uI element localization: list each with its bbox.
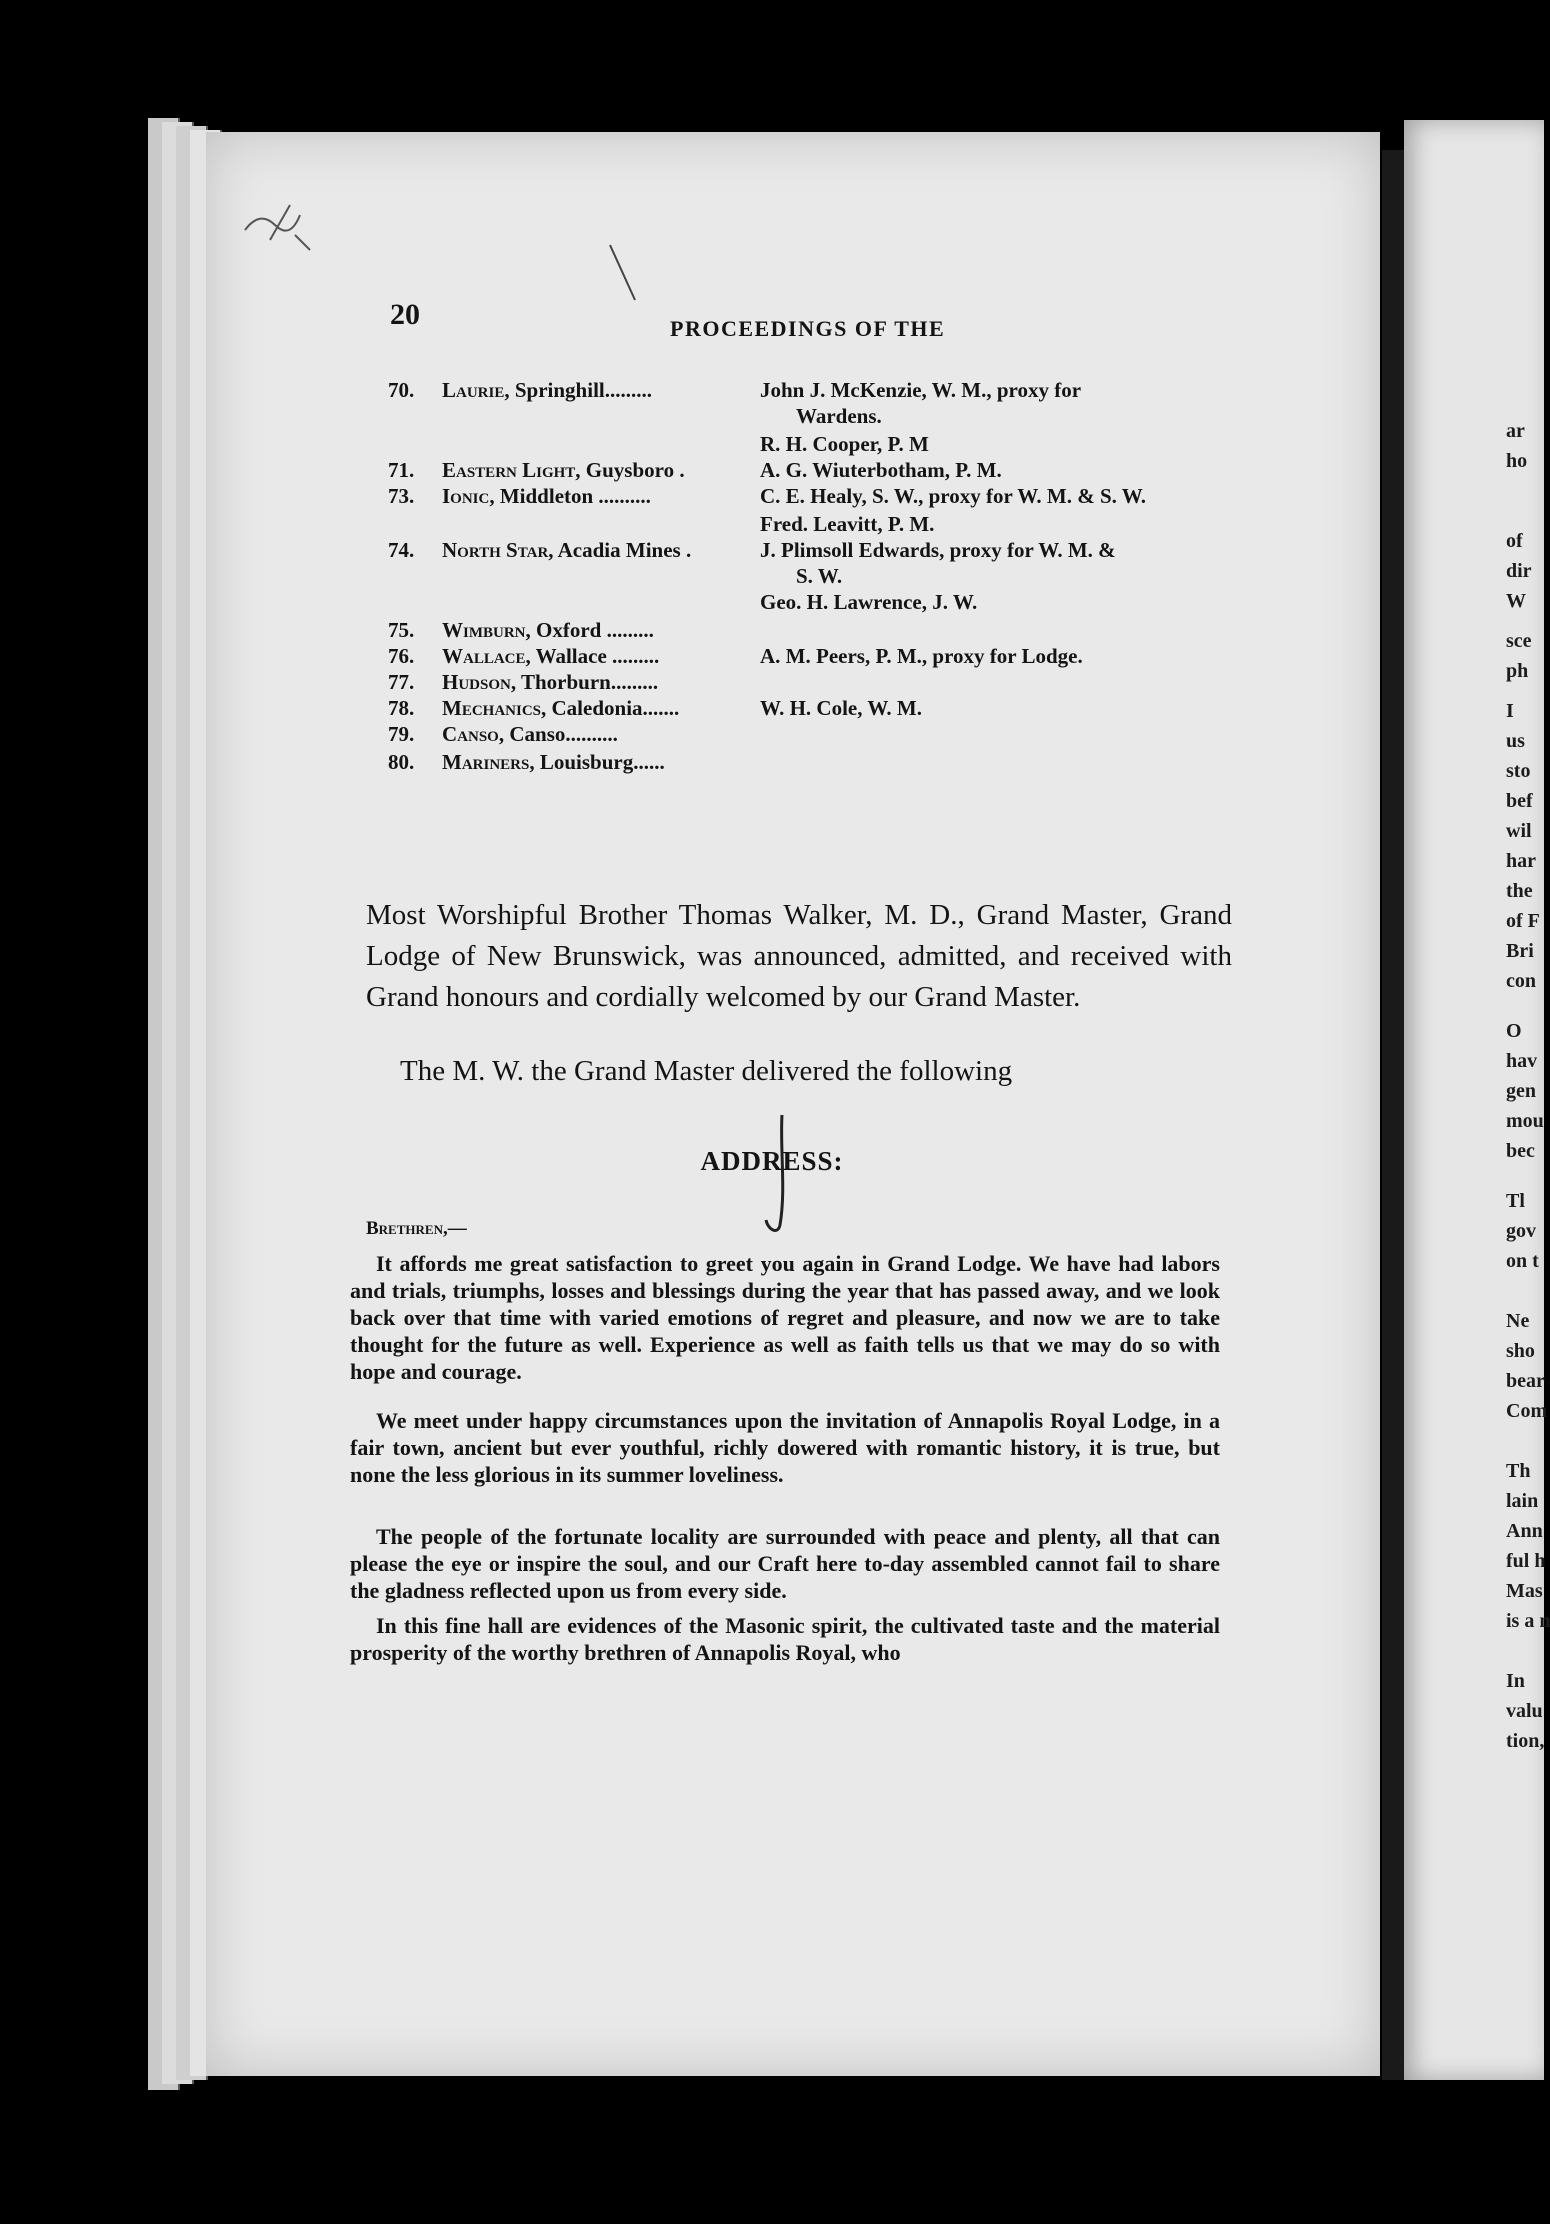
lodge-place: , Louisburg......	[529, 750, 665, 774]
pencil-mark	[750, 1110, 810, 1240]
facing-page-fragment: sto	[1506, 760, 1531, 782]
facing-page-fragment: ful h	[1506, 1550, 1546, 1572]
facing-page-fragment: Th	[1506, 1460, 1531, 1482]
lodge-place: , Guysboro .	[575, 458, 685, 482]
lodge-number: 71.	[388, 458, 415, 482]
facing-page-fragment: hav	[1506, 1050, 1538, 1072]
facing-page-fragment: Bri	[1506, 940, 1534, 962]
lodge-name: Mariners	[442, 750, 530, 774]
roll-entry	[388, 458, 685, 483]
facing-page-fragment: of	[1506, 530, 1523, 552]
lodge-place: , Middleton ..........	[489, 484, 651, 508]
lodge-place: , Wallace .........	[525, 644, 660, 668]
lodge-number: 80.	[388, 750, 415, 774]
lodge-name: Ionic	[442, 484, 490, 508]
representative: C. E. Healy, S. W., proxy for W. M. & S. W.	[760, 484, 1147, 508]
facing-page-fragment: In	[1506, 1670, 1525, 1692]
lodge-name: Eastern Light	[442, 458, 576, 482]
lodge-number: 76.	[388, 644, 415, 668]
facing-page-fragment: tion,	[1506, 1730, 1545, 1752]
facing-page-fragment: on t	[1506, 1250, 1539, 1272]
facing-page-fragment: W	[1506, 590, 1526, 612]
facing-page-fragment: har	[1506, 850, 1536, 872]
address-paragraph-4: In this fine hall are evidences of the Masonic spirit, the cultivated taste and the material prosperity of the worthy brethren of Annapolis Royal, who	[350, 1613, 1220, 1665]
lodge-place: , Caledonia.......	[541, 696, 680, 720]
facing-page-fragment: sce	[1506, 630, 1532, 652]
representative: J. Plimsoll Edwards, proxy for W. M. &	[760, 538, 1116, 562]
facing-page-fragment: ho	[1506, 450, 1528, 472]
facing-page-fragment: bec	[1506, 1140, 1535, 1162]
lodge-name: Wimburn	[442, 618, 526, 642]
facing-page-fragment: sho	[1506, 1340, 1535, 1362]
lodge-name: North Star	[442, 538, 549, 562]
lodge-place: , Thorburn.........	[510, 670, 659, 694]
roll-entry	[388, 378, 652, 403]
lodge-place: , Springhill.........	[504, 378, 652, 402]
lodge-name: Laurie	[442, 378, 505, 402]
lodge-number: 74.	[388, 538, 415, 562]
representative: A. M. Peers, P. M., proxy for Lodge.	[760, 644, 1083, 668]
facing-page-fragment: mou	[1506, 1110, 1544, 1132]
lodge-number: 75.	[388, 618, 415, 642]
facing-page-fragment: con	[1506, 970, 1536, 992]
representative: W. H. Cole, W. M.	[760, 696, 922, 720]
lodge-name: Canso	[442, 722, 499, 746]
salutation: Brethren,—	[366, 1218, 467, 1239]
facing-page-fragment: Ann	[1506, 1520, 1543, 1542]
representative: Geo. H. Lawrence, J. W.	[760, 590, 978, 614]
facing-page-fragment: ph	[1506, 660, 1529, 682]
facing-page-fragment: Com	[1506, 1400, 1548, 1422]
roll-entry	[388, 696, 679, 721]
facing-page-fragment: us	[1506, 730, 1525, 752]
lodge-number: 79.	[388, 722, 415, 746]
roll-entry	[388, 538, 691, 563]
roll-entry	[388, 644, 659, 669]
facing-page-fragment: gen	[1506, 1080, 1536, 1102]
address-paragraph-1: It affords me great satisfaction to greet you again in Grand Lodge. We have had labors and trials, triumphs, losses and blessings during the year that has passed away, and we look back over that time with varied emotions of regret and pleasure, and now we are to take thought for the future as well. Experience as well as faith tells us that we may do so with hope and courage.	[350, 1251, 1220, 1384]
facing-page-fragment: the	[1506, 880, 1533, 902]
book-gutter	[1382, 150, 1404, 2080]
representative: Fred. Leavitt, P. M.	[760, 512, 935, 536]
roll-entry	[388, 750, 665, 775]
ink-tick	[600, 240, 660, 310]
facing-page-fragment: I	[1506, 700, 1514, 722]
lodge-number: 77.	[388, 670, 415, 694]
lodge-number: 70.	[388, 378, 415, 402]
facing-page-fragment: wil	[1506, 820, 1532, 842]
lodge-name: Hudson	[442, 670, 511, 694]
lodge-number: 78.	[388, 696, 415, 720]
ink-scribble	[240, 190, 320, 260]
facing-page-fragment: Ne	[1506, 1310, 1530, 1332]
facing-page-fragment: dir	[1506, 560, 1532, 582]
facing-page-fragment: of F	[1506, 910, 1540, 932]
roll-entry	[388, 670, 658, 695]
facing-page-fragment: bef	[1506, 790, 1533, 812]
representative: R. H. Cooper, P. M	[760, 432, 929, 456]
roll-entry	[388, 484, 651, 509]
address-paragraph-2: We meet under happy circumstances upon the invitation of Annapolis Royal Lodge, in a fair town, ancient but ever youthful, richly dowered with romantic history, it is true, but none the less glorious in its summer loveliness.	[350, 1408, 1220, 1487]
lodge-number: 73.	[388, 484, 415, 508]
representative: John J. McKenzie, W. M., proxy for	[760, 378, 1082, 402]
delivery-line: The M. W. the Grand Master delivered the following	[400, 1055, 1013, 1087]
representative: Wardens.	[796, 404, 882, 428]
roll-entry	[388, 722, 618, 747]
address-heading: ADDRESS:	[700, 1146, 844, 1176]
facing-page-fragment: lain	[1506, 1490, 1539, 1512]
facing-page-fragment: is a n	[1506, 1610, 1550, 1632]
facing-page-fragment: O	[1506, 1020, 1522, 1042]
facing-page-fragment: Mas	[1506, 1580, 1543, 1602]
lodge-place: , Acadia Mines .	[548, 538, 692, 562]
representative: A. G. Wiuterbotham, P. M.	[760, 458, 1002, 482]
left-page	[206, 132, 1380, 2076]
address-paragraph-3: The people of the fortunate locality are surrounded with peace and plenty, all that can please the eye or inspire the soul, and our Craft here to-day assembled cannot fail to share the gladness reflected upon us from every side.	[350, 1524, 1220, 1603]
announcement-paragraph: Most Worshipful Brother Thomas Walker, M. D., Grand Master, Grand Lodge of New Brunswick, was announced, admitted, and received with Grand honours and cordially welcomed by our Grand Master.	[366, 899, 1232, 1013]
facing-page-fragment: bear	[1506, 1370, 1545, 1392]
lodge-place: , Canso..........	[498, 722, 618, 746]
facing-page-fragment: ar	[1506, 420, 1525, 442]
facing-page-fragment: valu	[1506, 1700, 1543, 1722]
running-head: PROCEEDINGS OF THE	[670, 316, 946, 341]
roll-entry	[388, 618, 654, 643]
lodge-name: Mechanics	[442, 696, 542, 720]
facing-page-fragment: gov	[1506, 1220, 1536, 1242]
facing-page-fragment: Tl	[1506, 1190, 1525, 1212]
page-number: 20	[390, 298, 420, 331]
lodge-name: Wallace	[442, 644, 526, 668]
lodge-place: , Oxford .........	[525, 618, 654, 642]
representative: S. W.	[796, 564, 843, 588]
